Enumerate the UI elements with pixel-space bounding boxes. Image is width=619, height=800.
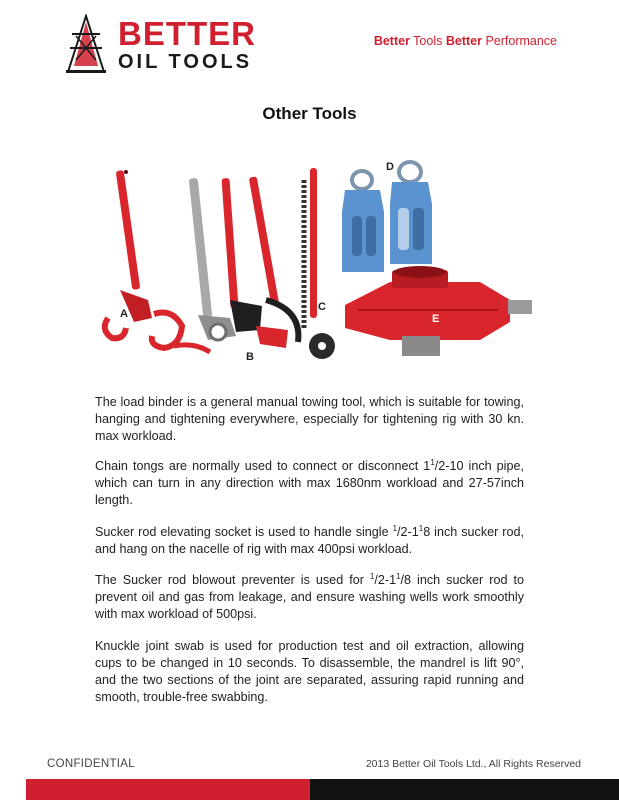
company-logo [62, 14, 272, 76]
logo-text-better: BETTER [118, 15, 256, 52]
paragraph-blowout-preventer: The Sucker rod blowout preventer is used for $^1/2-1^1/8$ inch sucker rod to prevent oil and gas from leakage, and ensure washing wells work smoothly with max workload of 500psi. [95, 571, 524, 621]
paragraph-load-binder: The load binder is a general manual towing tool, which is suitable for towing, hanging and tightening everywhere, especially for tightening rig with 30 kn. max workload. [95, 395, 524, 443]
figure-label-e: E [432, 313, 440, 325]
figure-label-a: A [120, 308, 128, 320]
page-title: Other Tools [262, 104, 357, 123]
derrick-logo-icon [62, 14, 110, 74]
logo-text-oil-tools: OIL TOOLS [118, 51, 253, 73]
footer-confidential: CONFIDENTIAL [47, 758, 135, 770]
sucker-rod-blowout-preventer-tool [342, 162, 432, 272]
tools-illustration [90, 150, 540, 372]
paragraph-elevating-socket: Sucker rod elevating socket is used to handle single $^1/2-1^18$ inch sucker rod, and hang on the nacelle of rig with max 400psi workload. [95, 523, 524, 556]
figure-label-d: D [386, 161, 394, 173]
footer-bar-red [26, 779, 310, 800]
knuckle-joint-swab-tool [345, 266, 532, 356]
sucker-rod-elevating-socket-tool [304, 168, 335, 359]
footer-bar-black [310, 779, 619, 800]
chain-tongs-tool [189, 176, 299, 348]
paragraph-chain-tongs: Chain tongs are normally used to connect or disconnect $1^1/2-10$ inch pipe, which can turn in any direction with max 1680nm workload and 27-57inch length. [95, 457, 524, 507]
tagline: Better Tools Better Performance [373, 34, 557, 48]
figure-label-b: B [246, 351, 254, 363]
footer-copyright: 2013 Better Oil Tools Ltd., All Rights Reserved [365, 758, 581, 770]
paragraph-knuckle-joint-swab: Knuckle joint swab is used for production test and oil extraction, allowing cups to be changed in 10 seconds. To disassemble, the mandrel is lift 90°, and the two sections of the joint are separated, assuring rapid running and smooth, trouble-free swabbing. [95, 639, 524, 704]
figure-label-c: C [318, 301, 326, 313]
